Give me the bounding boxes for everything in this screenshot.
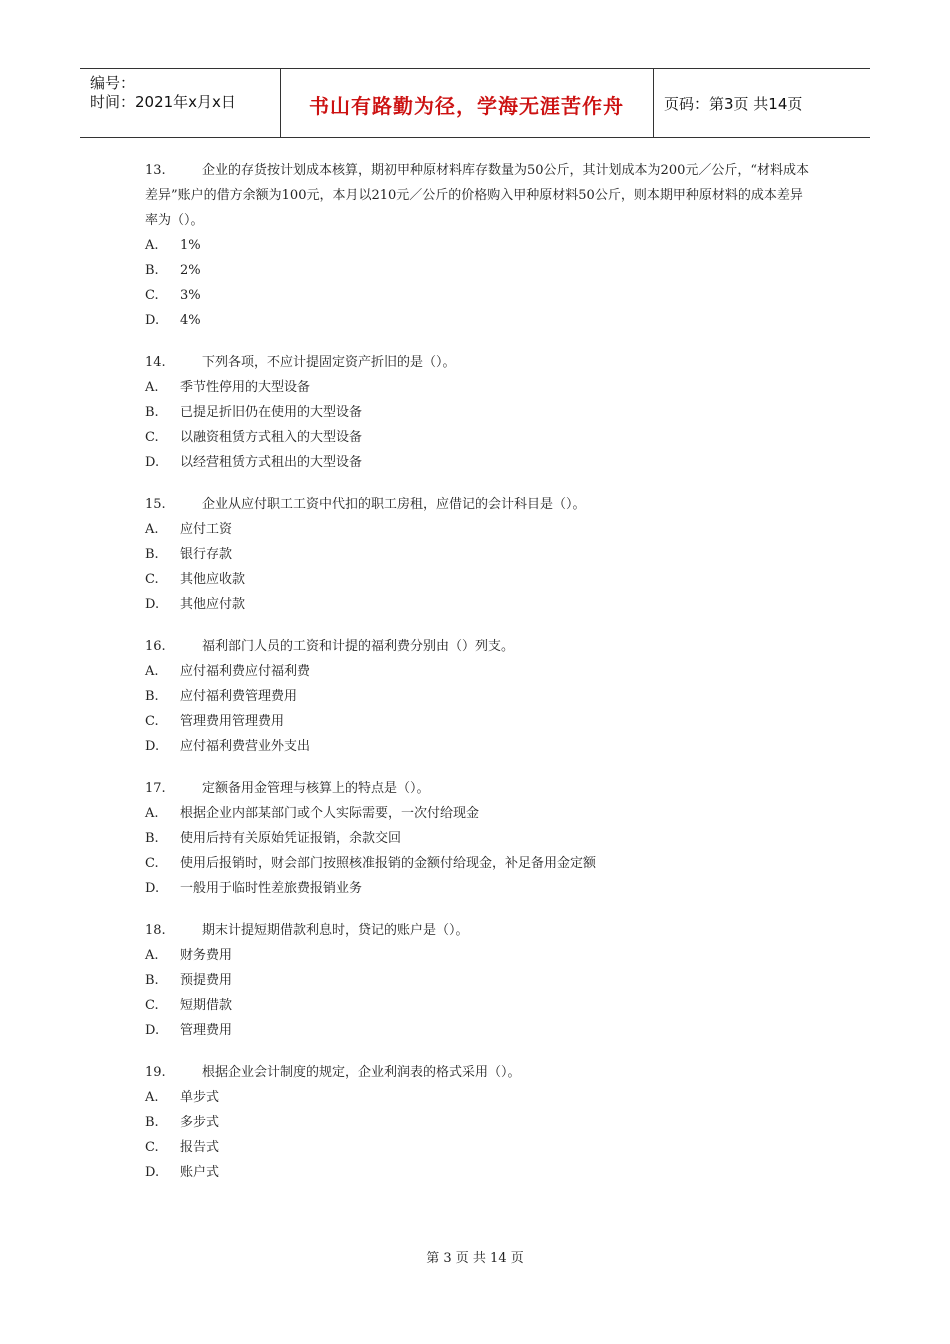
page-footer: 第 3 页 共 14 页: [426, 1251, 524, 1266]
option-letter: C.: [145, 430, 159, 445]
option-d: [145, 1160, 815, 1185]
header-motto-cell: [280, 69, 654, 137]
option-letter: B.: [145, 1115, 159, 1130]
option-d: [145, 734, 815, 759]
option-b: [145, 684, 815, 709]
page-header: [80, 68, 870, 138]
option-text: 根据企业内部某部门或个人实际需要，一次付给现金: [180, 806, 480, 821]
option-text: 3%: [180, 288, 201, 303]
option-letter: B.: [145, 405, 159, 420]
option-b: [145, 542, 815, 567]
option-b: [145, 968, 815, 993]
option-c: [145, 1135, 815, 1160]
option-c: [145, 993, 815, 1018]
question-19: [145, 1060, 815, 1185]
option-d: [145, 876, 815, 901]
question-18: [145, 918, 815, 1043]
option-a: [145, 375, 815, 400]
option-a: [145, 1085, 815, 1110]
question-stem: [145, 1060, 815, 1085]
question-text: 企业的存货按计划成本核算，期初甲种原材料库存数量为50公斤，其计划成本为200元／公斤，“材料成本差异”账户的借方余额为100元，本月以210元／公斤的价格购入甲种原材料50公斤，则本期甲种原材料的成本差异率为（）。: [145, 163, 810, 228]
option-letter: B.: [145, 973, 159, 988]
header-page-info: 页码：第3页 共14页: [664, 95, 803, 113]
option-text: 2%: [180, 263, 201, 278]
question-list: [145, 158, 815, 1202]
option-text: 应付福利费管理费用: [180, 689, 298, 704]
option-text: 其他应付款: [180, 597, 246, 612]
question-stem: [145, 492, 815, 517]
question-stem: [145, 918, 815, 943]
question-text: 企业从应付职工工资中代扣的职工房租，应借记的会计科目是（）。: [202, 497, 586, 512]
option-text: 单步式: [180, 1090, 220, 1105]
option-text: 使用后报销时，财会部门按照核准报销的金额付给现金，补足备用金定额: [180, 856, 597, 871]
header-page-cell: [654, 69, 870, 137]
option-letter: A.: [145, 664, 159, 679]
option-text: 短期借款: [180, 998, 233, 1013]
option-c: [145, 283, 815, 308]
option-a: [145, 517, 815, 542]
option-letter: C.: [145, 714, 159, 729]
option-b: [145, 400, 815, 425]
question-number: 14.: [145, 355, 166, 370]
option-a: [145, 233, 815, 258]
option-letter: A.: [145, 806, 159, 821]
question-text: 福利部门人员的工资和计提的福利费分别由（）列支。: [202, 639, 515, 654]
option-letter: D.: [145, 1023, 160, 1038]
option-letter: D.: [145, 1165, 160, 1180]
question-text: 期末计提短期借款利息时，贷记的账户是（）。: [202, 923, 469, 938]
option-letter: D.: [145, 455, 160, 470]
question-17: [145, 776, 815, 901]
header-motto: 书山有路勤为径，学海无涯苦作舟: [309, 94, 624, 118]
header-meta-cell: [80, 69, 281, 137]
option-text: 管理费用管理费用: [180, 714, 285, 729]
question-number: 15.: [145, 497, 166, 512]
option-text: 1%: [180, 238, 201, 253]
option-c: [145, 425, 815, 450]
question-number: 16.: [145, 639, 166, 654]
option-c: [145, 851, 815, 876]
option-letter: D.: [145, 881, 160, 896]
option-letter: D.: [145, 313, 160, 328]
option-letter: C.: [145, 856, 159, 871]
option-a: [145, 943, 815, 968]
question-stem: [145, 776, 815, 801]
option-c: [145, 567, 815, 592]
question-14: [145, 350, 815, 475]
option-c: [145, 709, 815, 734]
option-text: 季节性停用的大型设备: [180, 380, 311, 395]
option-text: 其他应收款: [180, 572, 246, 587]
option-letter: A.: [145, 380, 159, 395]
option-text: 账户式: [180, 1165, 220, 1180]
option-text: 银行存款: [180, 547, 233, 562]
option-letter: A.: [145, 948, 159, 963]
option-b: [145, 1110, 815, 1135]
option-text: 报告式: [180, 1140, 220, 1155]
option-text: 应付福利费应付福利费: [180, 664, 311, 679]
option-text: 一般用于临时性差旅费报销业务: [180, 881, 363, 896]
option-letter: A.: [145, 238, 159, 253]
option-text: 管理费用: [180, 1023, 233, 1038]
question-15: [145, 492, 815, 617]
option-text: 应付福利费营业外支出: [180, 739, 311, 754]
question-number: 18.: [145, 923, 166, 938]
option-text: 4%: [180, 313, 201, 328]
question-number: 17.: [145, 781, 166, 796]
option-letter: B.: [145, 689, 159, 704]
option-text: 以融资租赁方式租入的大型设备: [180, 430, 363, 445]
option-text: 财务费用: [180, 948, 233, 963]
option-text: 使用后持有关原始凭证报销，余款交回: [180, 831, 402, 846]
option-text: 多步式: [180, 1115, 220, 1130]
question-stem: [145, 158, 815, 233]
question-text: 定额备用金管理与核算上的特点是（）。: [202, 781, 430, 796]
option-text: 应付工资: [180, 522, 233, 537]
option-letter: A.: [145, 1090, 159, 1105]
question-number: 13.: [145, 163, 166, 178]
option-letter: C.: [145, 572, 159, 587]
option-letter: C.: [145, 1140, 159, 1155]
option-letter: B.: [145, 547, 159, 562]
question-number: 19.: [145, 1065, 166, 1080]
option-letter: B.: [145, 831, 159, 846]
option-letter: D.: [145, 739, 160, 754]
option-letter: C.: [145, 998, 159, 1013]
option-d: [145, 592, 815, 617]
question-13: [145, 158, 815, 333]
option-b: [145, 258, 815, 283]
option-letter: C.: [145, 288, 159, 303]
option-text: 预提费用: [180, 973, 233, 988]
option-text: 已提足折旧仍在使用的大型设备: [180, 405, 363, 420]
option-letter: A.: [145, 522, 159, 537]
question-stem: [145, 634, 815, 659]
option-b: [145, 826, 815, 851]
option-a: [145, 801, 815, 826]
option-d: [145, 308, 815, 333]
option-a: [145, 659, 815, 684]
question-16: [145, 634, 815, 759]
question-text: 下列各项，不应计提固定资产折旧的是（）。: [202, 355, 456, 370]
option-text: 以经营租赁方式租出的大型设备: [180, 455, 363, 470]
option-d: [145, 450, 815, 475]
option-letter: B.: [145, 263, 159, 278]
option-letter: D.: [145, 597, 160, 612]
document-time-label: 时间：2021年x月x日: [90, 93, 236, 111]
option-d: [145, 1018, 815, 1043]
question-stem: [145, 350, 815, 375]
question-text: 根据企业会计制度的规定，企业利润表的格式采用（）。: [202, 1065, 521, 1080]
document-number-label: 编号：: [90, 74, 136, 92]
